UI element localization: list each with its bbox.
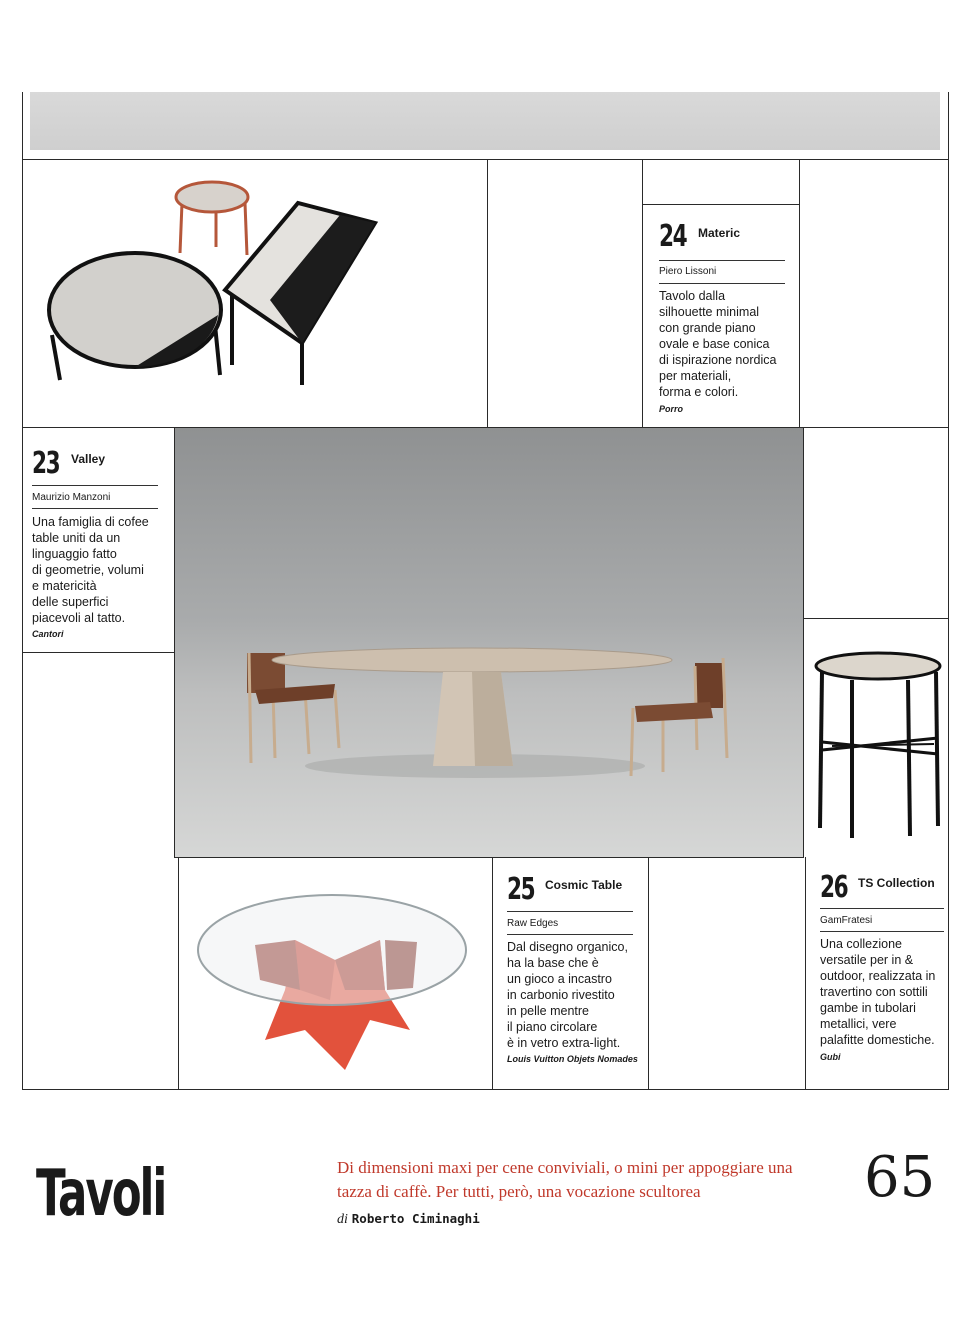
materic-table bbox=[272, 648, 672, 766]
item-description: Dal disegno organico, ha la base che è un gioco a incastro in carbonio rivestito in pelle mentre il piano circolare è in vetro extra-light. bbox=[507, 940, 628, 1050]
grid-line bbox=[642, 159, 643, 427]
section-subtitle: Di dimensioni maxi per cene conviviali, o mini per appoggiare una tazza di caffè. Per tutti, però, una vocazione scultorea bbox=[337, 1158, 793, 1201]
grid-line bbox=[22, 1089, 949, 1090]
top-image-strip bbox=[30, 92, 940, 150]
item-name: Valley bbox=[71, 452, 106, 466]
byline bbox=[337, 1210, 480, 1228]
grid-line bbox=[642, 204, 799, 205]
item-name: Materic bbox=[698, 226, 741, 240]
materic-table-photo bbox=[175, 428, 803, 857]
byline-prefix: di bbox=[337, 1212, 348, 1227]
rule bbox=[659, 260, 785, 261]
item-number: 23 bbox=[32, 446, 60, 481]
right-chair bbox=[631, 658, 727, 776]
item-brand: Louis Vuitton Objets Nomades bbox=[507, 1054, 638, 1064]
grid-line bbox=[492, 857, 493, 1089]
grid-line bbox=[22, 652, 174, 653]
item-designer: GamFratesi bbox=[820, 915, 873, 926]
grid-line bbox=[799, 159, 800, 427]
item-designer: Maurizio Manzoni bbox=[32, 492, 111, 503]
page-number: 65 bbox=[864, 1145, 936, 1210]
rule bbox=[507, 934, 633, 935]
section-title: Tavoli bbox=[36, 1157, 166, 1231]
item-description: Una collezione versatile per in & outdoor, realizzata in travertino con sottili gambe in tubolari metallici, vere palafitte domestiche. bbox=[820, 937, 936, 1047]
item-description: Tavolo dalla silhouette minimal con grande piano ovale e base conica di ispirazione nordica per materiali, forma e colori. bbox=[659, 289, 777, 399]
round-coffee-table bbox=[49, 253, 221, 380]
rule bbox=[820, 931, 944, 932]
ts-collection-table-image bbox=[812, 650, 944, 845]
small-copper-side-table bbox=[176, 182, 248, 255]
item-brand: Gubi bbox=[820, 1052, 841, 1062]
item-number: 26 bbox=[820, 870, 848, 905]
rule bbox=[659, 283, 785, 284]
rule bbox=[507, 911, 633, 912]
rule bbox=[32, 508, 158, 509]
left-chair bbox=[247, 653, 339, 763]
rule bbox=[32, 485, 158, 486]
grid-line bbox=[178, 857, 179, 1089]
item-number: 25 bbox=[507, 872, 535, 907]
grid-line bbox=[22, 159, 949, 160]
author-name: Roberto Ciminaghi bbox=[351, 1211, 480, 1226]
grid-line bbox=[648, 857, 649, 1089]
cosmic-table-image bbox=[195, 880, 480, 1075]
item-designer: Piero Lissoni bbox=[659, 266, 717, 277]
grid-line bbox=[174, 857, 804, 858]
grid-line bbox=[805, 857, 806, 1089]
item-name: Cosmic Table bbox=[545, 878, 623, 892]
item-brand: Cantori bbox=[32, 629, 64, 639]
item-description: Una famiglia di cofee table uniti da un linguaggio fatto di geometrie, volumi e matericità delle superfici piacevoli al tatto. bbox=[32, 515, 149, 625]
grid-line bbox=[22, 92, 23, 1090]
item-brand: Porro bbox=[659, 404, 684, 414]
valley-coffee-tables-image bbox=[40, 175, 385, 395]
grid-line bbox=[487, 159, 488, 427]
grid-line bbox=[803, 427, 804, 857]
item-designer: Raw Edges bbox=[507, 918, 559, 929]
grid-line bbox=[803, 618, 949, 619]
item-number: 24 bbox=[659, 219, 687, 254]
rule bbox=[820, 908, 944, 909]
item-name: TS Collection bbox=[858, 876, 935, 890]
grid-line bbox=[948, 92, 949, 1090]
